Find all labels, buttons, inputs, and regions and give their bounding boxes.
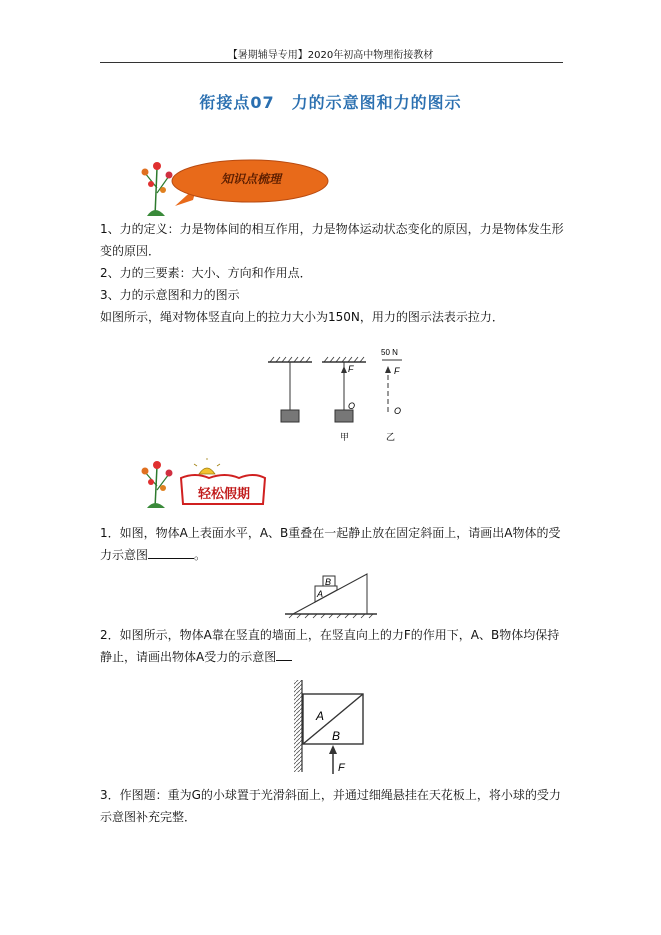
example-text: 如图所示，绳对物体竖直向上的拉力大小为150N，用力的图示法表示拉力．	[100, 310, 504, 324]
question-2	[100, 624, 570, 668]
scale-label: 50 N	[381, 348, 398, 357]
header-divider	[100, 62, 563, 63]
force-diagram-item: 3、力的示意图和力的图示	[100, 288, 240, 302]
definition-item: 1、力的定义：力是物体间的相互作用，力是物体运动状态变化的原因，力是物体发生形变的原因．	[100, 222, 564, 258]
answer-blank-1[interactable]	[148, 546, 194, 559]
question-1	[100, 522, 570, 566]
three-elements-item: 2、力的三要素：大小、方向和作用点．	[100, 266, 312, 280]
incline-figure	[285, 570, 385, 620]
origin-label-yi: O	[394, 406, 402, 416]
holiday-banner	[135, 458, 295, 510]
knowledge-banner-label: 知识点梳理	[220, 172, 281, 186]
force-label-yi: F	[394, 366, 400, 376]
page-title: 衔接点07 力的示意图和力的图示	[199, 93, 462, 112]
question-1-text: 1．如图，物体A上表面水平，A、B重叠在一起静止放在固定斜面上，请画出A物体的受力示意图	[100, 526, 561, 562]
force-label-q2: F	[338, 762, 345, 774]
block-b-label-q2: B	[332, 729, 341, 743]
answer-blank-2[interactable]	[276, 648, 292, 661]
label-jia: 甲	[340, 432, 350, 442]
question-2-text: 2．如图所示，物体A靠在竖直的墙面上，在竖直向上的力F的作用下，A、B物体均保持静止，请画出物体A受力的示意图	[100, 628, 560, 664]
hanging-object-figure	[260, 340, 420, 450]
block-a-label-q2: A	[316, 709, 325, 723]
force-label-jia: F	[348, 364, 354, 374]
label-yi: 乙	[386, 432, 396, 442]
wall-blocks-figure	[288, 678, 368, 778]
origin-label-jia: O	[348, 401, 356, 411]
page-header: 【暑期辅导专用】2020年初高中物理衔接教材	[227, 50, 434, 61]
knowledge-banner	[135, 148, 335, 218]
holiday-banner-label: 轻松假期	[197, 487, 250, 502]
question-3: 3．作图题：重为G的小球置于光滑斜面上，并通过细绳悬挂在天花板上，将小球的受力示意图补充完整．	[100, 788, 561, 824]
question-1-end: 。	[194, 548, 207, 562]
block-a-label-q1: A	[317, 589, 324, 599]
block-b-label-q1: B	[325, 577, 332, 587]
